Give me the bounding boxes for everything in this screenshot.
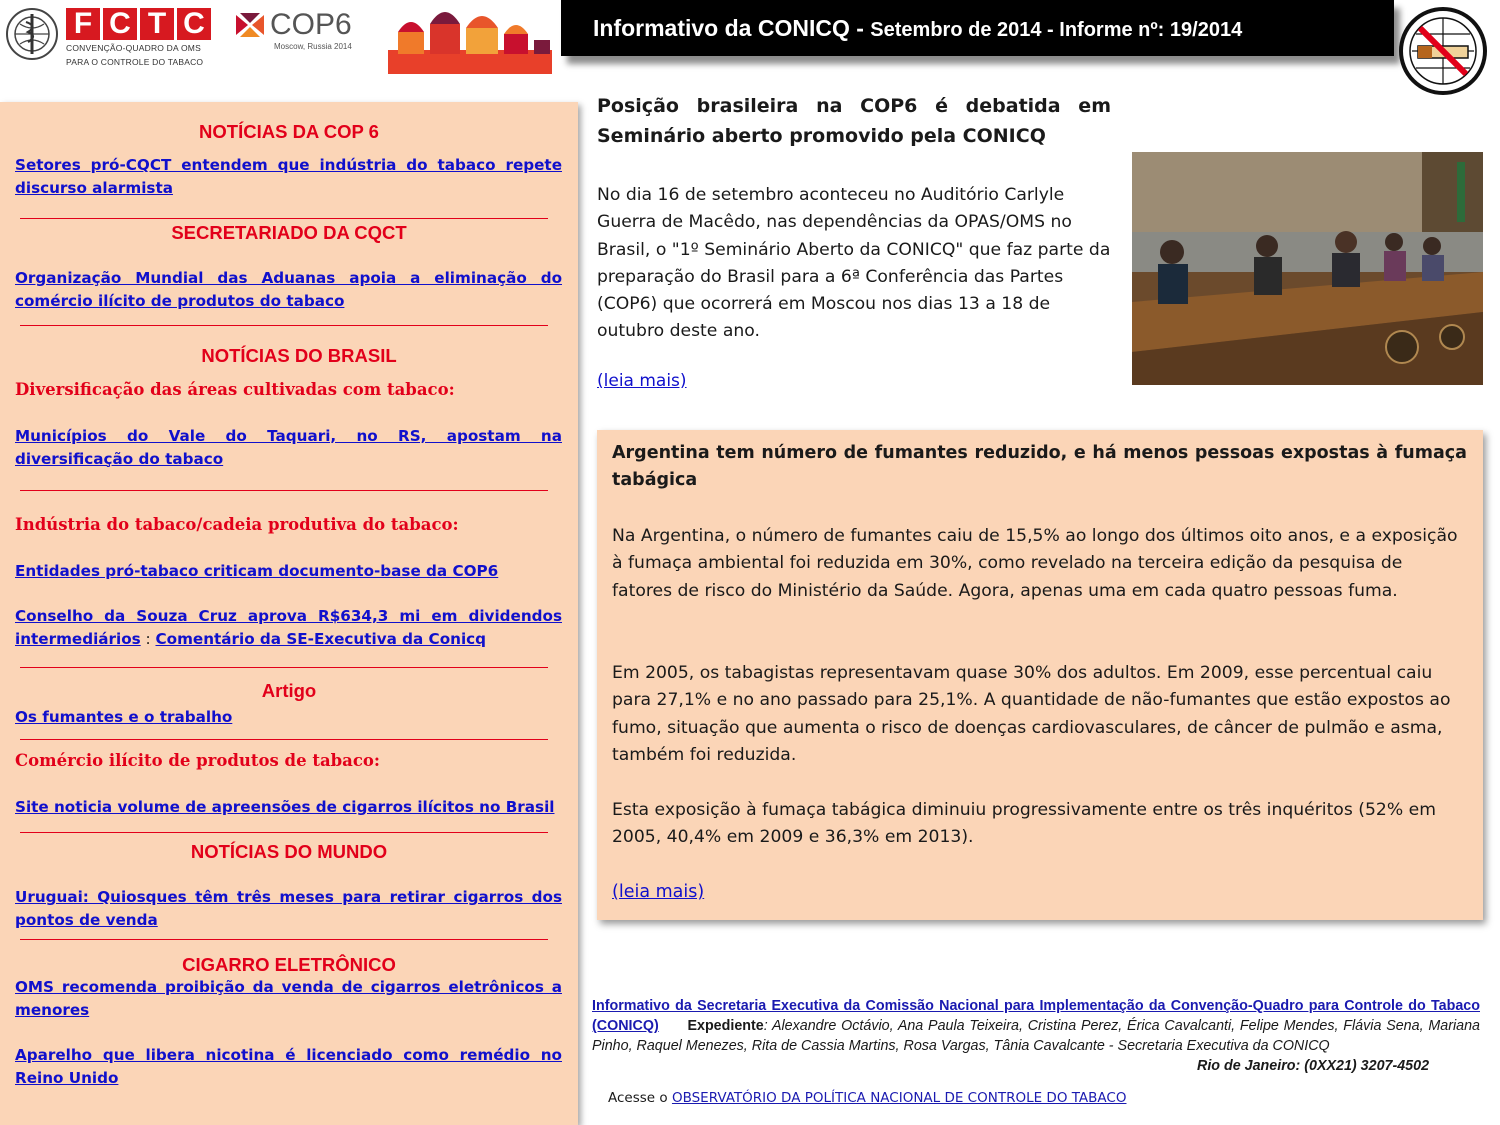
news-link[interactable]: OMS recomenda proibição da venda de cigarros eletrônicos a menores [15,978,562,1019]
fctc-subtitle-1: CONVENÇÃO-QUADRO DA OMS [66,43,201,53]
conicq-seal-icon [1398,6,1488,96]
divider [20,667,548,668]
subsection-title-comercio: Comércio ilícito de produtos de tabaco: [15,751,381,770]
section-title-secretariado: SECRETARIADO DA CQCT [171,222,407,243]
cop6-text: COP6 [270,8,352,41]
kremlin-logo [388,2,552,74]
banner-title: Informativo da CONICQ - [593,14,871,41]
fctc-subtitle-2: PARA O CONTROLE DO TABACO [66,57,204,67]
who-emblem-icon [4,6,60,62]
read-more-link[interactable]: (leia mais) [597,371,687,391]
news-link[interactable]: Site noticia volume de apreensões de cigarros ilícitos no Brasil [15,798,555,816]
newsletter-link[interactable]: Informativo da Secretaria Executiva da Comissão Nacional para Implementação da Convenção-Quadro para Controle do Tabaco (CONICQ) [592,998,1480,1034]
featured-paragraph: Esta exposição à fumaça tabágica diminuiu progressivamente entre os três inquéritos (52% em 2005, 40,4% em 2009 e 36,3% em 2013). [612,800,1436,848]
featured-title: Argentina tem número de fumantes reduzido, e há menos pessoas expostas à fumaça tabágica [612,443,1467,490]
news-link[interactable]: Aparelho que libera nicotina é licenciado como remédio no Reino Unido [15,1046,562,1087]
article-title: Posição brasileira na COP6 é debatida em Seminário aberto promovido pela CONICQ [597,95,1111,147]
featured-paragraph: Em 2005, os tabagistas representavam quase 30% dos adultos. Em 2009, esse percentual caiu para 27,1% e no ano passado para 25,1%. A quantidade de não-fumantes que estão expostos ao fumo, situação que aumenta o risco de doenças cardiovasculares, de câncer de pulmão e asma, também foi reduzida. [612,663,1451,765]
news-item [15,154,562,199]
news-item [15,1044,562,1089]
cop6-mark-icon [234,11,266,39]
subsection-title-diversificacao: Diversificação das áreas cultivadas com tabaco: [15,380,455,399]
comment-link[interactable]: Comentário da SE-Executiva da Conicq [155,629,487,648]
observatorio-link[interactable]: OBSERVATÓRIO DA POLÍTICA NACIONAL DE CONTROLE DO TABACO [671,1090,1127,1106]
news-item [15,267,562,312]
fctc-letter: F [66,8,100,40]
news-item [15,706,562,729]
article-body: No dia 16 de setembro aconteceu no Auditório Carlyle Guerra de Macêdo, nas dependências da OPAS/OMS no Brasil, o "1º Seminário Aberto da CONICQ" que faz parte da preparação do Brasil para a 6ª Conferência das Partes (COP6) que ocorrerá em Moscou nos dias 13 a 18 de outubro deste ano. [597,185,1111,342]
expediente-label: Expediente [687,1018,764,1034]
news-item [15,976,562,1021]
news-link[interactable]: Uruguai: Quiosques têm três meses para retirar cigarros dos pontos de venda [15,888,562,929]
news-link[interactable]: Setores pró-CQCT entendem que indústria do tabaco repete discurso alarmista [15,156,562,197]
read-more-link[interactable]: (leia mais) [612,882,705,902]
news-item [15,425,562,470]
fctc-logo [66,8,211,68]
news-link[interactable]: Organização Mundial das Aduanas apoia a eliminação do comércio ilícito de produtos do tabaco [15,269,562,310]
news-sidebar [0,102,578,1125]
banner-date: Setembro de 2014 - Informe nº: 19/2014 [870,18,1243,41]
seminar-photo [1132,152,1483,385]
section-title-brasil: NOTÍCIAS DO BRASIL [201,345,397,366]
header-logos [0,0,560,80]
cop6-logo [234,8,352,51]
footer-credits [592,996,1480,1074]
news-item [15,886,562,931]
section-title-mundo: NOTÍCIAS DO MUNDO [190,841,388,862]
news-link[interactable]: Os fumantes e o trabalho [15,708,233,726]
section-title-eletronico: CIGARRO ELETRÔNICO [182,954,396,975]
newsletter-banner [561,0,1394,56]
expediente-text: : Alexandre Octávio, Ana Paula Teixeira, Cristina Perez, Érica Cavalcanti, Felipe Mendes, Flávia Sena, Mariana Pinho, Raquel Menezes, Rita de Cassia Martins, Rosa Vargas, Tânia Cavalcante - Secretaria Executiva da CONICQ [592,1018,1480,1054]
cop6-subtitle: Moscow, Russia 2014 [274,42,352,51]
divider [20,832,548,833]
observatorio-prefix: Acesse o [608,1090,672,1106]
news-link[interactable]: Conselho da Souza Cruz aprova R$634,3 mi em dividendos intermediários [15,607,562,648]
featured-paragraph: Na Argentina, o número de fumantes caiu de 15,5% ao longo dos últimos oito anos, e a exposição à fumaça ambiental foi reduzida em 30%, como revelado na terceira edição da pesquisa de fatores de risco do Ministério da Saúde. Agora, apenas uma em cada quatro pessoas fuma. [612,526,1458,601]
divider [20,739,548,740]
news-item [15,605,562,650]
divider [20,490,548,491]
news-link[interactable]: Municípios do Vale do Taquari, no RS, apostam na diversificação do tabaco [15,427,562,468]
divider [20,939,548,940]
news-item [15,560,562,583]
phone-number: Rio de Janeiro: (0XX21) 3207-4502 [1197,1058,1430,1074]
fctc-letter: T [140,8,174,40]
subsection-title-industria: Indústria do tabaco/cadeia produtiva do tabaco: [15,515,459,534]
section-title-artigo: Artigo [261,680,317,701]
fctc-letter: C [103,8,137,40]
observatorio-line [608,1090,1126,1106]
divider [20,325,548,326]
link-separator: : [140,629,156,648]
news-link[interactable]: Entidades pró-tabaco criticam documento-base da COP6 [15,562,499,580]
fctc-letter: C [177,8,211,40]
featured-article-box [597,430,1483,920]
news-item [15,796,562,819]
section-title-cop6: NOTÍCIAS DA COP 6 [199,121,379,142]
divider [20,218,548,219]
